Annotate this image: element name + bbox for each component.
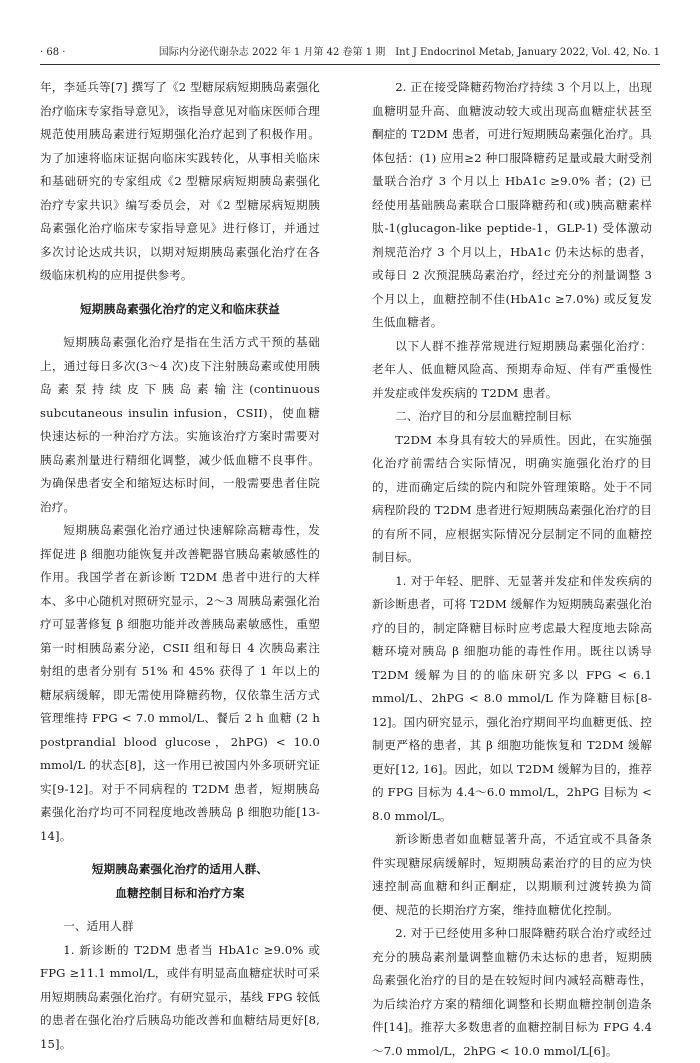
paragraph: T2DM 本身具有较大的异质性。因此，在实施强化治疗前需结合实际情况，明确实施强化治疗的目的，进而确定后续的院内和院外管理策略。处于不同病程阶段的 T2DM 患者进行短期胰岛素强化治疗的目的有所不同，应根据实际情况分层制定不同的血糖控制目标。 <box>372 432 652 564</box>
right-column <box>372 76 652 1063</box>
paragraph: 新诊断患者如血糖显著升高，不适宜或不具备条件实现糖尿病缓解时，短期胰岛素治疗的目的应为快速控制高血糖和纠正酮症，以期顺利过渡转换为简便、规范的长期治疗方案，维持血糖优化控制。 <box>372 832 652 917</box>
left-column <box>40 76 320 1056</box>
paragraph: 短期胰岛素强化治疗通过快速解除高糖毒性，发挥促进 β 细胞功能恢复并改善靶器官胰岛素敏感性的作用。我国学者在新诊断 T2DM 患者中进行的大样本、多中心随机对照研究显示，2～3 周胰岛素强化治疗可显著修复 β 细胞功能并改善胰岛素敏感性，重塑第一时相胰岛素分泌，CSII 组和每日 4 次胰岛素注射组的患者分别有 51% 和 45% 获得了 1 年以上的糖尿病缓解，即无需使用降糖药物，仅依靠生活方式管理维持 FPG < 7.0 mmol/L、餐后 2 h 血糖 (2 h postprandial blood glucose，2hPG) < 10.0 mmol/L 的状态[8]，这一作用已被国内外多项研究证实[9-12]。对于不同病程的 T2DM 患者，短期胰岛素强化治疗均可不同程度地改善胰岛 β 细胞功能[13-14]。 <box>40 523 320 843</box>
subsection-heading: 二、治疗目的和分层血糖控制目标 <box>395 409 572 423</box>
section-heading <box>40 858 320 905</box>
paragraph: 年，李延兵等[7] 撰写了《2 型糖尿病短期胰岛素强化治疗临床专家指导意见》，该指导意见对临床医师合理规范使用胰岛素进行短期强化治疗起到了积极作用。为了加速将临床证据向临床实践转化，从事相关临床和基础研究的专家组成《2 型糖尿病短期胰岛素强化治疗专家共识》编写委员会，对《2 型糖尿病短期胰岛素强化治疗临床专家指导意见》进行修订，并通过多次讨论达成共识，以期对短期胰岛素强化治疗在各级临床机构的应用提供参考。 <box>40 80 320 282</box>
paragraph: 以下人群不推荐常规进行短期胰岛素强化治疗：老年人、低血糖风险高、预期寿命短、伴有严重慢性并发症或伴发疾病的 T2DM 患者。 <box>372 338 652 400</box>
journal-citation: 国际内分泌代谢杂志 2022 年 1 月第 42 卷第 1 期 Int J Endocrinol Metab, January 2022, Vol. 42, No. 1 <box>158 47 660 58</box>
subsection-heading: 一、适用人群 <box>63 919 134 933</box>
running-header <box>40 44 660 62</box>
header-rule <box>40 64 660 65</box>
page-number: · 68 · <box>40 47 66 58</box>
section-heading-line: 血糖控制目标和治疗方案 <box>115 885 245 900</box>
section-heading: 短期胰岛素强化治疗的定义和临床获益 <box>80 301 280 316</box>
paragraph: 1. 对于年轻、肥胖、无显著并发症和伴发疾病的新诊断患者，可将 T2DM 缓解作为短期胰岛素强化治疗的目的，制定降糖目标时应考虑最大程度地去除高糖环境对胰岛 β 细胞功能的毒性作用。既往以诱导 T2DM 缓解为目的的临床研究多以 FPG < 6.1 mmol/L、2hPG < 8.0 mmol/L 作为降糖目标[8-12]。国内研究显示，强化治疗期间平均血糖更低、控制更严格的患者，其 β 细胞功能恢复和 T2DM 缓解更好[12, 16]。因此，如以 T2DM 缓解为目的，推荐的 FPG 目标为 4.4～6.0 mmol/L，2hPG 目标为 < 8.0 mmol/L。 <box>372 573 652 823</box>
paragraph: 2. 正在接受降糖药物治疗持续 3 个月以上，出现血糖明显升高、血糖波动较大或出现高血糖症状甚至酮症的 T2DM 患者，可进行短期胰岛素强化治疗。具体包括：(1) 应用≥2 种口服降糖药足量或最大耐受剂量联合治疗 3 个月以上 HbA1c ≥9.0% 者；(2) 已经使用基础胰岛素联合口服降糖药和(或)胰高糖素样肽-1(glucagon-like peptide-1，GLP-1) 受体激动剂规范治疗 3 个月以上，HbA1c 仍未达标的患者，或每日 2 次预混胰岛素治疗，经过充分的剂量调整 3 个月以上，血糖控制不佳(HbA1c ≥7.0%) 或反复发生低血糖者。 <box>372 80 652 329</box>
section-heading-line: 短期胰岛素强化治疗的适用人群、 <box>91 862 269 876</box>
paragraph: 2. 对于已经使用多种口服降糖药联合治疗或经过充分的胰岛素剂量调整血糖仍未达标的患者，短期胰岛素强化治疗的目的是在较短时间内减轻高糖毒性，为后续治疗方案的精细化调整和长期血糖控制创造条件[14]。推荐大多数患者的血糖控制目标为 FPG 4.4～7.0 mmol/L，2hPG < 10.0 mmol/L[6]。 <box>372 926 652 1058</box>
paragraph: 1. 新诊断的 T2DM 患者当 HbA1c ≥9.0% 或 FPG ≥11.1 mmol/L，或伴有明显高血糖症状时可采用短期胰岛素强化治疗。有研究显示，基线 FPG 较低的患者在强化治疗后胰岛功能改善和血糖结局更好[8, 15]。 <box>40 942 320 1051</box>
paragraph: 短期胰岛素强化治疗是指在生活方式干预的基础上，通过每日多次(3～4 次)皮下注射胰岛素或使用胰岛素泵持续皮下胰岛素输注(continuous subcutaneous insulin infusion，CSII)，使血糖快速达标的一种治疗方法。实施该治疗方案时需要对胰岛素剂量进行精细化调整，减少低血糖不良事件。为确保患者安全和缩短达标时间，一般需要患者住院治疗。 <box>40 335 320 514</box>
